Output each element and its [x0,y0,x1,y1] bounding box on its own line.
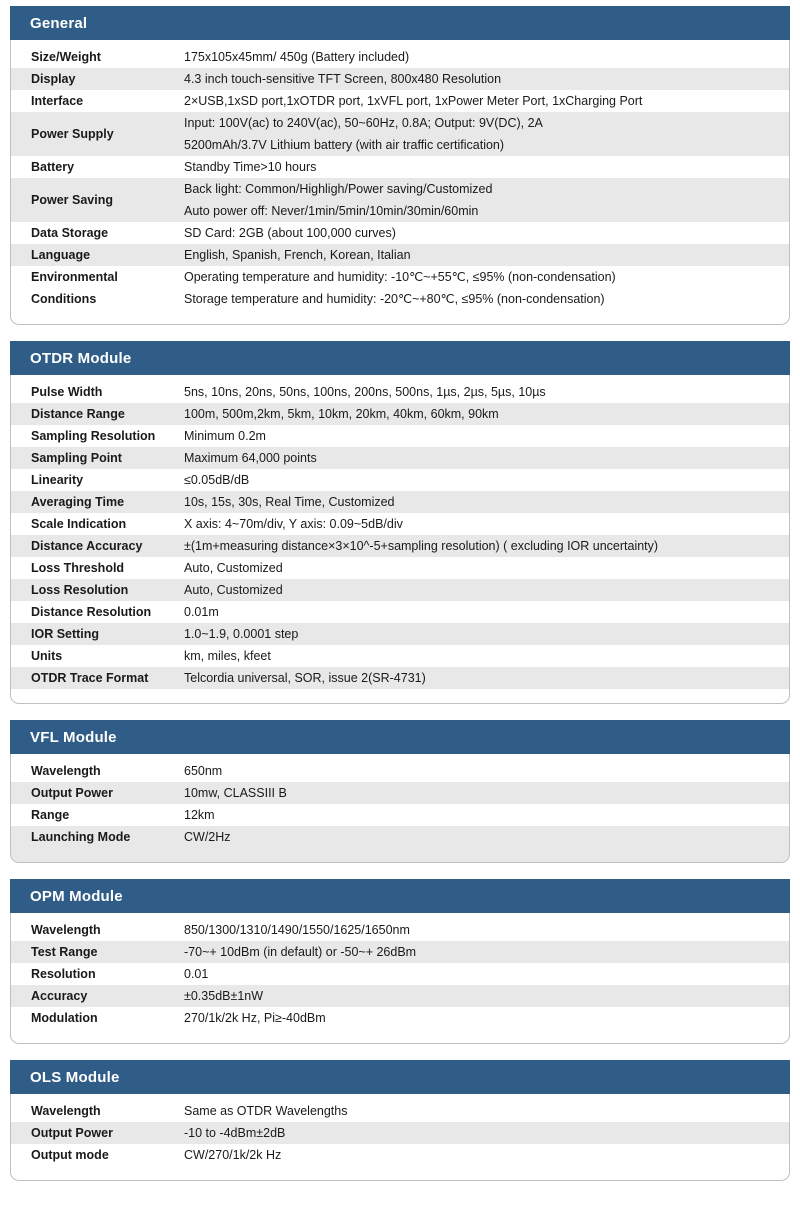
spec-value-line: Auto, Customized [184,561,283,575]
spec-label [11,156,184,178]
spec-label-line: OTDR Trace Format [31,671,149,685]
spec-value-line: 2×USB,1xSD port,1xOTDR port, 1xVFL port, 1xPower Meter Port, 1xCharging Port [184,94,643,108]
spec-label [11,244,184,266]
spec-label [11,1122,184,1144]
spec-row [11,381,789,403]
spec-card-vfl-module [10,720,790,863]
spec-row [11,985,789,1007]
spec-label-line: IOR Setting [31,627,100,641]
spec-value-line: 0.01 [184,967,209,981]
spec-row [11,46,789,68]
spec-value-line: -70~+ 10dBm (in default) or -50~+ 26dBm [184,945,417,959]
spec-label-line: Power Saving [31,193,113,207]
spec-row [11,112,789,156]
spec-label-line: Loss Resolution [31,583,129,597]
spec-label-line: Data Storage [31,226,109,240]
spec-row [11,623,789,645]
spec-value [184,68,789,90]
spec-card-general [10,6,790,325]
spec-label [11,403,184,425]
spec-value [184,1144,789,1166]
spec-value-line: 10mw, CLASSIII B [184,786,287,800]
spec-label [11,804,184,826]
spec-label-line: Power Supply [31,127,114,141]
spec-label [11,963,184,985]
card-title: OLS Module [30,1068,120,1086]
card-body-vfl-module [10,754,790,863]
spec-label-line: Battery [31,160,75,174]
spec-label [11,557,184,579]
card-body-ols-module [10,1094,790,1181]
card-bottom-spacer [11,310,789,324]
spec-value [184,513,789,535]
spec-label-line: Distance Accuracy [31,539,143,553]
card-title: General [30,14,88,32]
spec-label [11,760,184,782]
spec-label [11,491,184,513]
spec-value [184,469,789,491]
spec-label [11,1007,184,1029]
spec-label-line: Wavelength [31,1104,101,1118]
spec-label-line: Test Range [31,945,98,959]
spec-label [11,425,184,447]
spec-label [11,90,184,112]
spec-row [11,1007,789,1029]
spec-value-line: SD Card: 2GB (about 100,000 curves) [184,226,396,240]
spec-label-line: Display [31,72,76,86]
spec-label-line: Output Power [31,786,113,800]
card-header-opm-module [10,879,790,913]
spec-label-line: Pulse Width [31,385,103,399]
spec-value-line: 5ns, 10ns, 20ns, 50ns, 100ns, 200ns, 500ns, 1µs, 2µs, 5µs, 10µs [184,385,546,399]
spec-row [11,919,789,941]
spec-value-line: 1.0~1.9, 0.0001 step [184,627,299,641]
spec-row [11,513,789,535]
spec-label-line: Conditions [31,292,97,306]
spec-value [184,579,789,601]
spec-label-line: Accuracy [31,989,88,1003]
spec-row [11,557,789,579]
spec-label-line: Sampling Resolution [31,429,156,443]
spec-label-line: Resolution [31,967,96,981]
card-bottom-spacer [11,1029,789,1043]
spec-value-line: Back light: Common/Highligh/Power saving/Customized [184,182,493,196]
spec-value [184,557,789,579]
spec-value [184,244,789,266]
spec-value-line: Input: 100V(ac) to 240V(ac), 50~60Hz, 0.8A; Output: 9V(DC), 2A [184,116,543,130]
spec-value-line: Auto power off: Never/1min/5min/10min/30min/60min [184,204,479,218]
spec-label [11,68,184,90]
spec-value-line: 270/1k/2k Hz, Pi≥-40dBm [184,1011,326,1025]
spec-value-line: X axis: 4~70m/div, Y axis: 0.09~5dB/div [184,517,403,531]
spec-label-line: Distance Range [31,407,125,421]
spec-label-line: Linearity [31,473,84,487]
spec-value-line: Minimum 0.2m [184,429,266,443]
spec-value-line: 0.01m [184,605,219,619]
spec-value [184,46,789,68]
spec-value [184,963,789,985]
spec-value [184,156,789,178]
spec-row [11,425,789,447]
spec-value-line: Auto, Customized [184,583,283,597]
card-header-ols-module [10,1060,790,1094]
spec-label [11,381,184,403]
card-header-vfl-module [10,720,790,754]
spec-value [184,90,789,112]
spec-label-line: Interface [31,94,84,108]
spec-label-line: Wavelength [31,764,101,778]
spec-value [184,667,789,689]
spec-label [11,266,184,310]
spec-value [184,782,789,804]
spec-label [11,112,184,156]
spec-value [184,425,789,447]
spec-value [184,919,789,941]
spec-label [11,535,184,557]
card-bottom-spacer [11,689,789,703]
spec-value [184,222,789,244]
spec-label-line: Range [31,808,70,822]
spec-row [11,601,789,623]
spec-value [184,645,789,667]
spec-value [184,112,789,156]
spec-row [11,222,789,244]
spec-value-line: km, miles, kfeet [184,649,271,663]
card-body-otdr-module [10,375,790,704]
spec-value-line: Maximum 64,000 points [184,451,317,465]
spec-row [11,941,789,963]
spec-label [11,985,184,1007]
spec-label [11,178,184,222]
spec-value [184,178,789,222]
spec-label-line: Language [31,248,91,262]
spec-row [11,782,789,804]
spec-value [184,623,789,645]
spec-card-otdr-module [10,341,790,704]
spec-value [184,601,789,623]
spec-row [11,447,789,469]
spec-value [184,403,789,425]
spec-value-line: ±(1m+measuring distance×3×10^-5+sampling resolution) ( excluding IOR uncertainty) [184,539,659,553]
spec-label-line: Units [31,649,63,663]
spec-value [184,760,789,782]
card-title: VFL Module [30,728,117,746]
spec-label [11,1100,184,1122]
spec-label [11,941,184,963]
spec-label-line: Scale Indication [31,517,127,531]
spec-value-line: Same as OTDR Wavelengths [184,1104,348,1118]
cards-container [10,6,790,1181]
spec-label [11,826,184,848]
spec-label [11,579,184,601]
spec-row [11,1144,789,1166]
spec-row [11,156,789,178]
spec-row [11,1100,789,1122]
spec-label [11,46,184,68]
spec-row [11,667,789,689]
spec-value-line: Telcordia universal, SOR, issue 2(SR-4731) [184,671,426,685]
spec-label-line: Wavelength [31,923,101,937]
spec-value [184,941,789,963]
spec-value-line: Operating temperature and humidity: -10℃~+55℃, ≤95% (non-condensation) [184,270,616,284]
spec-value-line: 850/1300/1310/1490/1550/1625/1650nm [184,923,410,937]
spec-value [184,826,789,848]
spec-value [184,1122,789,1144]
card-bottom-spacer [11,1166,789,1180]
spec-label [11,782,184,804]
spec-row [11,266,789,310]
spec-row [11,535,789,557]
card-bottom-spacer [11,848,789,862]
spec-label-line: Sampling Point [31,451,122,465]
spec-label [11,623,184,645]
spec-value [184,491,789,513]
card-header-otdr-module [10,341,790,375]
spec-row [11,68,789,90]
spec-label [11,919,184,941]
spec-value-line: 4.3 inch touch-sensitive TFT Screen, 800x480 Resolution [184,72,502,86]
spec-label [11,667,184,689]
spec-label-line: Averaging Time [31,495,125,509]
spec-row [11,469,789,491]
spec-value [184,447,789,469]
card-header-general [10,6,790,40]
spec-label-line: Distance Resolution [31,605,152,619]
spec-row [11,90,789,112]
card-body-general [10,40,790,325]
spec-row [11,579,789,601]
spec-value [184,1007,789,1029]
spec-label [11,1144,184,1166]
card-body-opm-module [10,913,790,1044]
spec-row [11,760,789,782]
spec-label-line: Launching Mode [31,830,131,844]
spec-value [184,381,789,403]
spec-value [184,804,789,826]
spec-row [11,826,789,848]
spec-card-opm-module [10,879,790,1044]
spec-row [11,804,789,826]
spec-value [184,266,789,310]
spec-label-line: Environmental [31,270,118,284]
spec-label-line: Loss Threshold [31,561,125,575]
spec-value-line: Storage temperature and humidity: -20℃~+80℃, ≤95% (non-condensation) [184,292,605,306]
spec-label-line: Output mode [31,1148,109,1162]
spec-row [11,491,789,513]
card-title: OTDR Module [30,349,132,367]
spec-label [11,469,184,491]
spec-value-line: 175x105x45mm/ 450g (Battery included) [184,50,410,64]
spec-row [11,178,789,222]
spec-value-line: ≤0.05dB/dB [184,473,250,487]
spec-label [11,645,184,667]
spec-value-line: 650nm [184,764,223,778]
spec-value-line: 10s, 15s, 30s, Real Time, Customized [184,495,395,509]
spec-row [11,244,789,266]
spec-row [11,645,789,667]
card-title: OPM Module [30,887,123,905]
spec-label-line: Modulation [31,1011,98,1025]
spec-label [11,513,184,535]
spec-label-line: Size/Weight [31,50,101,64]
spec-label [11,222,184,244]
spec-label [11,447,184,469]
spec-value-line: -10 to -4dBm±2dB [184,1126,286,1140]
spec-value-line: English, Spanish, French, Korean, Italian [184,248,411,262]
spec-row [11,963,789,985]
spec-value-line: 100m, 500m,2km, 5km, 10km, 20km, 40km, 60km, 90km [184,407,499,421]
spec-card-ols-module [10,1060,790,1181]
spec-value [184,535,789,557]
spec-value-line: 12km [184,808,215,822]
spec-value-line: 5200mAh/3.7V Lithium battery (with air traffic certification) [184,138,505,152]
spec-label-line: Output Power [31,1126,113,1140]
spec-value [184,1100,789,1122]
spec-value-line: CW/270/1k/2k Hz [184,1148,282,1162]
spec-value-line: ±0.35dB±1nW [184,989,264,1003]
spec-row [11,403,789,425]
spec-value-line: CW/2Hz [184,830,231,844]
spec-row [11,1122,789,1144]
spec-value-line: Standby Time>10 hours [184,160,317,174]
spec-value [184,985,789,1007]
spec-label [11,601,184,623]
